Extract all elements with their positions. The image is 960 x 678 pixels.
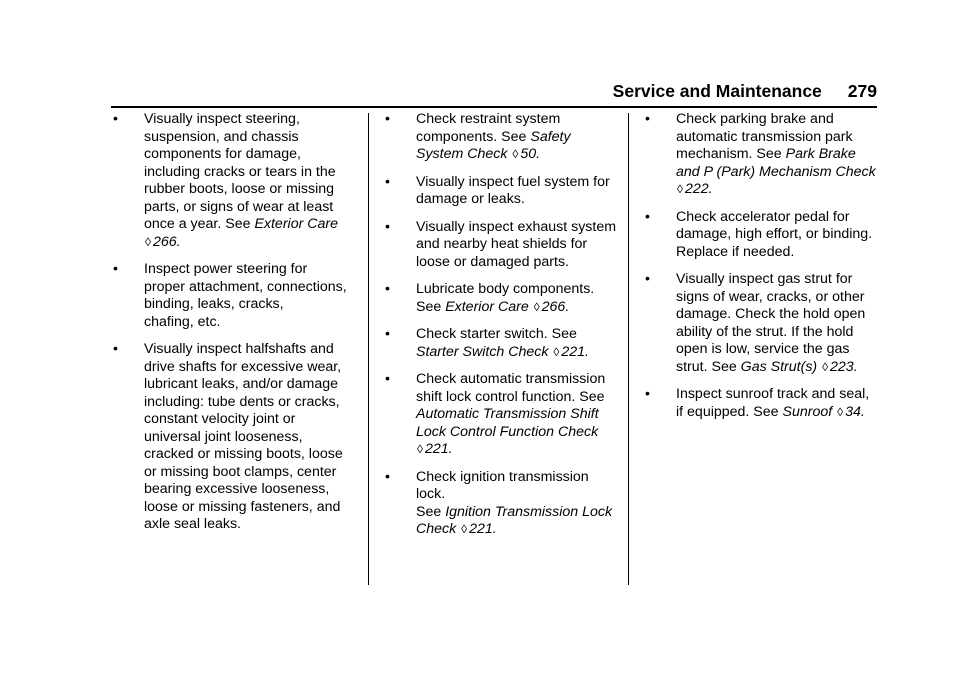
list-item — [645, 271, 881, 376]
bullet-icon: • — [113, 341, 118, 357]
bullet-icon: • — [385, 173, 390, 190]
item-line: loose or damaged parts. — [416, 253, 570, 270]
item-line: shift lock control function. See — [416, 388, 605, 405]
column-divider-2 — [628, 113, 629, 585]
page-reference-number[interactable]: 222 — [684, 181, 709, 197]
item-line: proper attachment, connections, — [144, 278, 347, 295]
item-line: axle seal leaks. — [144, 516, 241, 532]
item-line: open is low, service the gas — [676, 341, 850, 357]
item-text — [676, 209, 872, 260]
cross-reference-link[interactable]: Automatic Transmission Shift Lock Control Function Check — [416, 406, 599, 440]
item-line: once a year. See — [144, 216, 255, 232]
item-text — [416, 371, 605, 457]
item-line: bearing excessive looseness, — [144, 481, 330, 497]
cross-reference-link[interactable]: Starter Switch Check — [416, 343, 549, 360]
item-line: Replace if needed. — [676, 243, 795, 260]
item-text — [416, 111, 571, 162]
column-1 — [113, 111, 357, 544]
item-line: suspension, and chassis — [144, 128, 299, 145]
list-item — [113, 341, 357, 534]
list-item — [385, 469, 621, 539]
sentence-period: . — [176, 233, 181, 250]
list-item — [385, 326, 621, 361]
page-reference-icon: ◊ — [461, 522, 468, 536]
item-line: rubber boots, loose or missing — [144, 181, 335, 197]
sentence-period: . — [860, 403, 865, 420]
item-line: including: tube dents or cracks, — [144, 393, 340, 410]
item-line: chafing, etc. — [144, 313, 221, 330]
bullet-icon: • — [385, 371, 390, 387]
item-line: drive shafts for excessive wear, — [144, 358, 342, 375]
item-line: components. See — [416, 128, 531, 145]
item-line: universal joint looseness, — [144, 428, 303, 445]
bullet-icon: • — [645, 271, 650, 287]
item-line: Visually inspect exhaust system — [416, 218, 617, 235]
sentence-period: . — [585, 343, 589, 360]
cross-reference-link[interactable]: Gas Strut(s) — [740, 358, 818, 375]
item-line: Check automatic transmission — [416, 371, 606, 387]
item-line: Visually inspect fuel system for — [416, 173, 610, 190]
item-text — [416, 281, 594, 315]
list-item — [113, 111, 357, 251]
page-reference-icon: ◊ — [417, 442, 423, 456]
item-line: damage, high effort, or binding. — [676, 226, 873, 242]
item-line: signs of wear, cracks, or other — [676, 288, 865, 305]
item-line: Visually inspect gas strut for — [676, 271, 853, 287]
column-3 — [645, 111, 881, 431]
bullet-icon: • — [645, 111, 650, 127]
bullet-icon: • — [645, 386, 650, 402]
page-reference-icon: ◊ — [677, 182, 683, 196]
item-line: lubricant leaks, and/or damage — [144, 376, 339, 392]
item-line: damage or leaks. — [416, 191, 525, 207]
item-line: Check ignition transmission lock. — [416, 468, 589, 502]
page-reference-number[interactable]: 223 — [830, 358, 854, 375]
list-item — [385, 371, 621, 459]
item-text — [416, 326, 589, 360]
item-line: and nearby heat shields for — [416, 236, 588, 252]
item-line: damage. Check the hold open — [676, 306, 866, 322]
item-line: Inspect sunroof track and seal, — [676, 386, 870, 402]
item-text — [676, 271, 865, 375]
list-item — [385, 281, 621, 316]
item-text — [416, 219, 616, 270]
item-line: components for damage, — [144, 146, 301, 162]
cross-reference-link[interactable]: Exterior Care — [445, 298, 529, 315]
list-item — [645, 386, 881, 421]
list-item — [385, 174, 621, 209]
item-text — [676, 386, 869, 420]
item-line: Lubricate body components. See — [416, 281, 595, 315]
item-line: Visually inspect halfshafts and — [144, 341, 334, 357]
column-divider-1 — [368, 113, 369, 585]
item-line: Check starter switch. See — [416, 326, 577, 342]
item-line: Check parking brake and — [676, 111, 834, 127]
bullet-icon: • — [645, 208, 650, 225]
item-line: mechanism. See — [676, 146, 786, 162]
list-item — [385, 219, 621, 272]
page-reference-number[interactable]: 266 — [152, 233, 177, 250]
item-text — [144, 341, 343, 532]
page-reference-icon: ◊ — [533, 299, 540, 314]
item-line: Check accelerator pedal for — [676, 208, 850, 225]
item-line: ability of the strut. If the hold — [676, 323, 854, 340]
bullet-icon: • — [385, 326, 390, 342]
item-text — [416, 469, 612, 538]
item-line: Check restraint system — [416, 111, 561, 127]
page-reference-number[interactable]: 266 — [541, 298, 566, 315]
bullet-icon: • — [385, 281, 390, 297]
bullet-icon: • — [385, 218, 390, 235]
bullet-icon: • — [385, 468, 390, 485]
item-line: if equipped. See — [676, 403, 783, 420]
sentence-period: . — [708, 181, 713, 197]
page-reference-number[interactable]: 50 — [520, 146, 537, 162]
list-item — [645, 111, 881, 199]
list-item — [645, 209, 881, 262]
item-line: or missing boot clamps, center — [144, 463, 337, 480]
bullet-icon: • — [113, 261, 118, 277]
item-line: strut. See — [676, 358, 741, 375]
page-header — [0, 80, 877, 102]
item-text — [416, 174, 610, 208]
sentence-period: . — [448, 441, 453, 457]
cross-reference-link[interactable]: Sunroof — [782, 403, 833, 420]
page-reference-icon: ◊ — [512, 147, 519, 161]
page-number: 279 — [847, 81, 877, 101]
page-reference-icon: ◊ — [553, 344, 560, 359]
bullet-icon: • — [385, 111, 390, 127]
list-item — [113, 261, 357, 331]
page-reference-number[interactable]: 34 — [845, 403, 861, 420]
item-line: cracked or missing boots, loose — [144, 446, 343, 462]
bullet-icon: • — [113, 111, 118, 127]
list-item — [385, 111, 621, 164]
sentence-period: . — [565, 298, 570, 315]
cross-reference-link[interactable]: Safety System Check — [416, 128, 571, 162]
page-reference-number[interactable]: 221 — [561, 343, 586, 360]
column-2 — [385, 111, 621, 549]
page-reference-icon: ◊ — [145, 234, 151, 249]
sentence-period: . — [853, 358, 858, 375]
header-rule — [111, 106, 877, 108]
item-line: Inspect power steering for — [144, 261, 308, 277]
item-text — [676, 111, 876, 197]
sentence-period: . — [536, 146, 541, 162]
item-line: loose or missing fasteners, and — [144, 498, 341, 515]
item-line: constant velocity joint or — [144, 411, 296, 427]
cross-reference-link[interactable]: Park Brake and P (Park) Mechanism Check — [676, 146, 876, 180]
page-reference-icon: ◊ — [837, 404, 844, 419]
cross-reference-link[interactable]: Exterior Care — [254, 216, 339, 232]
cross-reference-link[interactable]: Ignition Transmission Lock Check — [416, 503, 613, 537]
item-text — [144, 111, 338, 250]
item-line: See — [416, 503, 446, 520]
page-reference-number[interactable]: 221 — [424, 441, 449, 457]
page-reference-icon: ◊ — [822, 359, 829, 374]
item-text — [144, 261, 347, 330]
section-title: Service and Maintenance — [612, 81, 822, 101]
item-line: automatic transmission park — [676, 128, 853, 145]
page-reference-number[interactable]: 221 — [469, 521, 493, 537]
sentence-period: . — [492, 521, 497, 537]
item-line: including cracks or tears in the — [144, 163, 336, 180]
item-line: Visually inspect steering, — [144, 111, 300, 127]
item-line: parts, or signs of wear at least — [144, 198, 334, 215]
item-line: binding, leaks, cracks, — [144, 296, 284, 312]
